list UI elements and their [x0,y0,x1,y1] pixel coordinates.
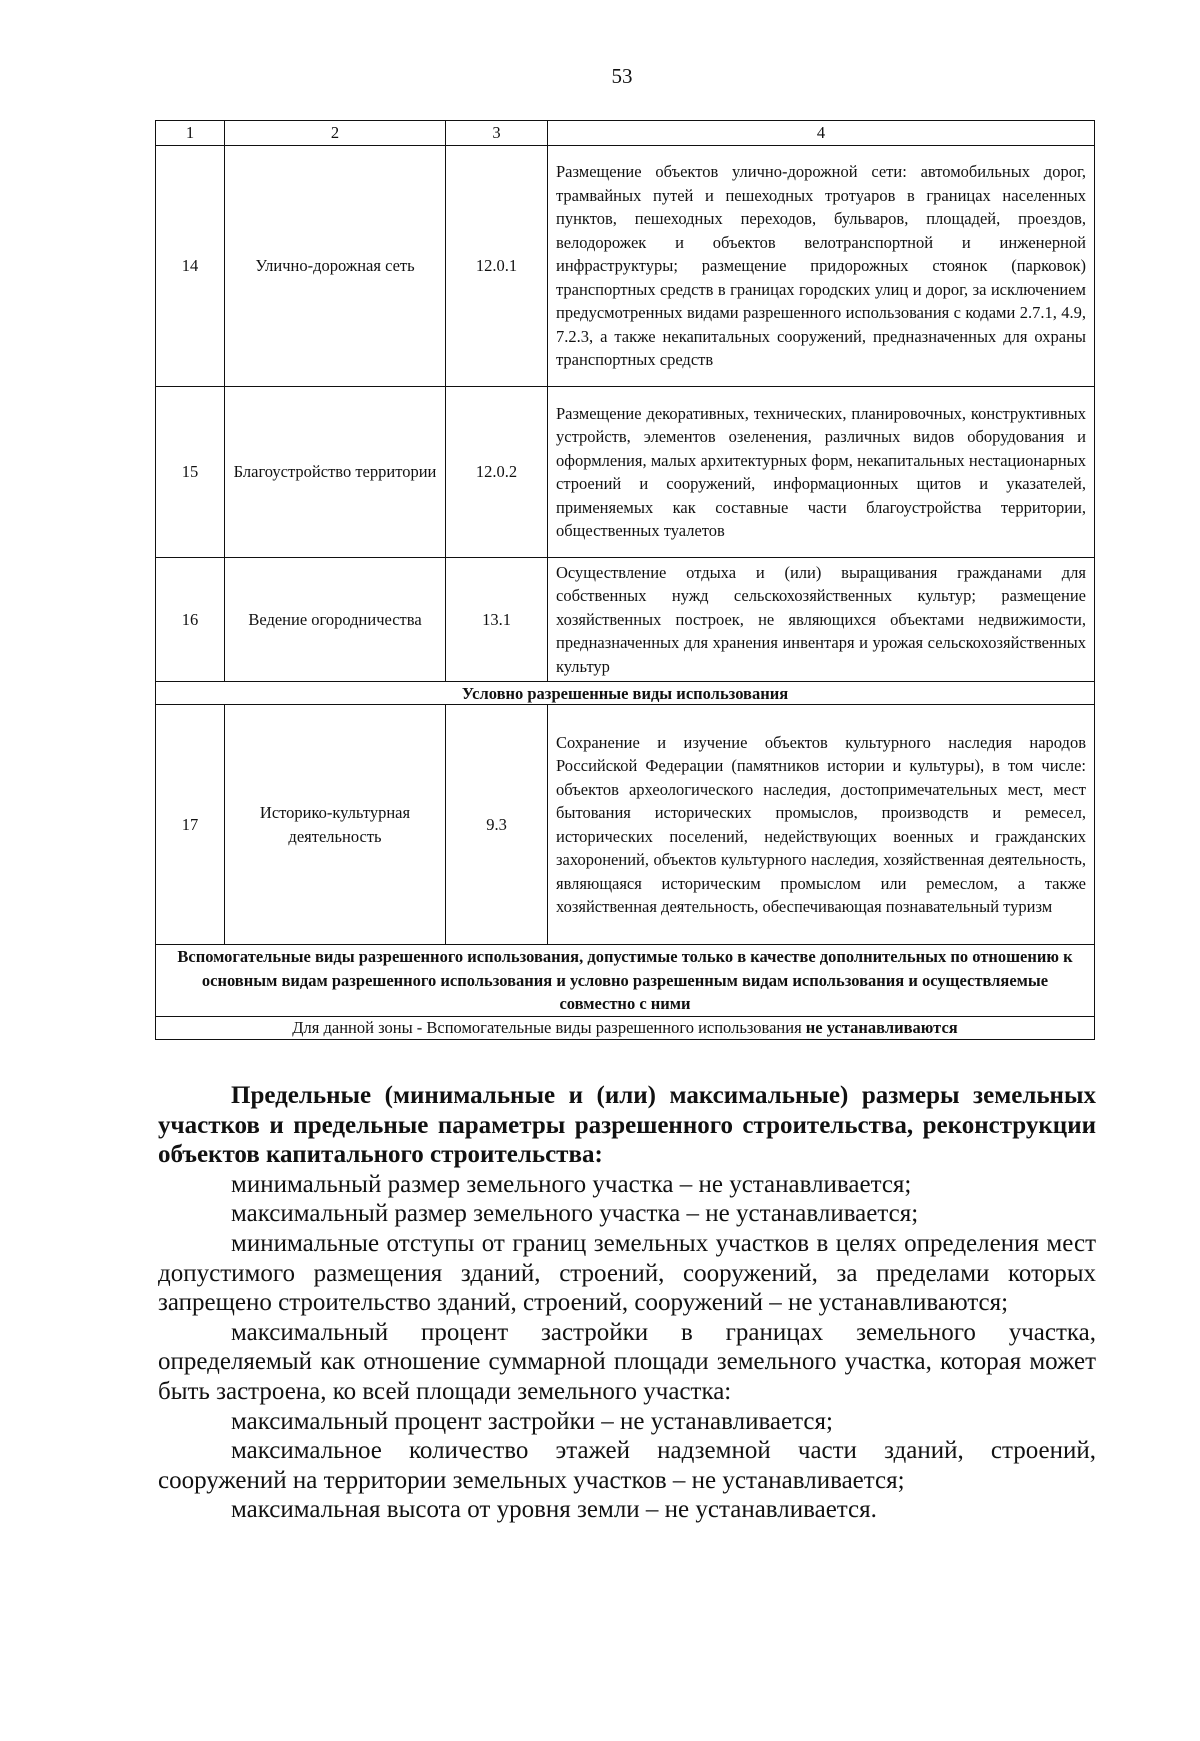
column-header: 3 [446,121,548,146]
use-type-name: Благоустройство территории [225,387,446,558]
row-number: 16 [156,558,225,682]
parameter-item: минимальный размер земельного участка – не устанавливается; [231,1170,912,1198]
parameter-item: максимальная высота от уровня земли – не устанавливается. [231,1496,877,1524]
section-title: Вспомогательные виды разрешенного использования, допустимые только в качестве дополнительных по отношению к основным видам разрешенного использования и условно разрешенным видам использования и осуществляемые совместно с ними [156,945,1095,1017]
use-type-code: 13.1 [446,558,548,682]
column-header: 4 [548,121,1095,146]
parameter-item: максимальный процент застройки – не устанавливается; [231,1407,833,1435]
parameter-item: максимальный процент застройки в границах земельного участка, определяемый как отношение суммарной площади земельного участка, которая может быть застроена, ко всей площади земельного участка: [158,1318,1096,1405]
parameter-item: минимальные отступы от границ земельных участков в целях определения мест допустимого размещения зданий, строений, сооружений, за пределами которых запрещено строительство зданий, строений, сооружений – не устанавливаются; [158,1229,1096,1317]
use-type-name: Историко-культурная деятельность [225,705,446,945]
use-type-description: Размещение объектов улично-дорожной сети: автомобильных дорог, трамвайных путей и пешеходных тротуаров в границах населенных пунктов, пешеходных переходов, бульваров, площадей, проездов, велодорожек и объектов велотранспортной и инженерной инфраструктуры; размещение придорожных стоянок (парковок) транспортных средств в границах городских улиц и дорог, за исключением предусмотренных видами разрешенного использования с кодами 2.7.1, 4.9, 7.2.3, а также некапитальных сооружений, предназначенных для охраны транспортных средств [548,146,1095,387]
use-type-description: Размещение декоративных, технических, планировочных, конструктивных устройств, элементов озеленения, различных видов оборудования и оформления, малых архитектурных форм, некапитальных нестационарных строений и сооружений, информационных щитов и указателей, применяемых как составные части благоустройства территории, общественных туалетов [548,387,1095,558]
table-row [156,705,1095,945]
table-row [156,558,1095,682]
use-type-description: Сохранение и изучение объектов культурного наследия народов Российской Федерации (памятников истории и культуры), в том числе: объектов археологического наследия, достопримечательных мест, мест бытования исторических промыслов, производств и ремесел, исторических поселений, недействующих военных и гражданских захоронений, объектов культурного наследия, хозяйственная деятельность, являющаяся историческим промыслом или ремеслом, а также хозяйственная деятельность, обеспечивающая познавательный туризм [548,705,1095,945]
use-type-code: 12.0.1 [446,146,548,387]
parameter-item: максимальный размер земельного участка – не устанавливается; [231,1200,919,1228]
parameters-title: Предельные (минимальные и (или) максимальные) размеры земельных участков и предельные параметры разрешенного строительства, реконструкции объектов капитального строительства: [158,1082,1096,1169]
section-header-conditional [156,682,1095,705]
parameter-item: максимальное количество этажей надземной части зданий, строений, сооружений на территории земельных участков – не устанавливается; [158,1437,1096,1494]
auxiliary-note-bold: не устанавливаются [805,1018,958,1037]
column-header: 2 [225,121,446,146]
column-header: 1 [156,121,225,146]
use-type-code: 12.0.2 [446,387,548,558]
land-use-table [155,120,1095,1040]
table-row [156,146,1095,387]
parameters-section [158,1081,1096,1525]
row-number: 14 [156,146,225,387]
section-header-auxiliary [156,945,1095,1017]
table-row [156,387,1095,558]
section-title: Условно разрешенные виды использования [156,682,1095,705]
auxiliary-note [156,1016,1095,1039]
row-number: 15 [156,387,225,558]
table-header-row [156,121,1095,146]
use-type-description: Осуществление отдыха и (или) выращивания гражданами для собственных нужд сельскохозяйственных культур; размещение хозяйственных построек, не являющихся объектами недвижимости, предназначенных для хранения инвентаря и урожая сельскохозяйственных культур [548,558,1095,682]
row-number: 17 [156,705,225,945]
use-type-code: 9.3 [446,705,548,945]
auxiliary-note-prefix: Для данной зоны - Вспомогательные виды разрешенного использования [292,1018,806,1037]
use-type-name: Улично-дорожная сеть [225,146,446,387]
page-number: 53 [611,64,633,88]
auxiliary-note-row [156,1016,1095,1039]
use-type-name: Ведение огородничества [225,558,446,682]
